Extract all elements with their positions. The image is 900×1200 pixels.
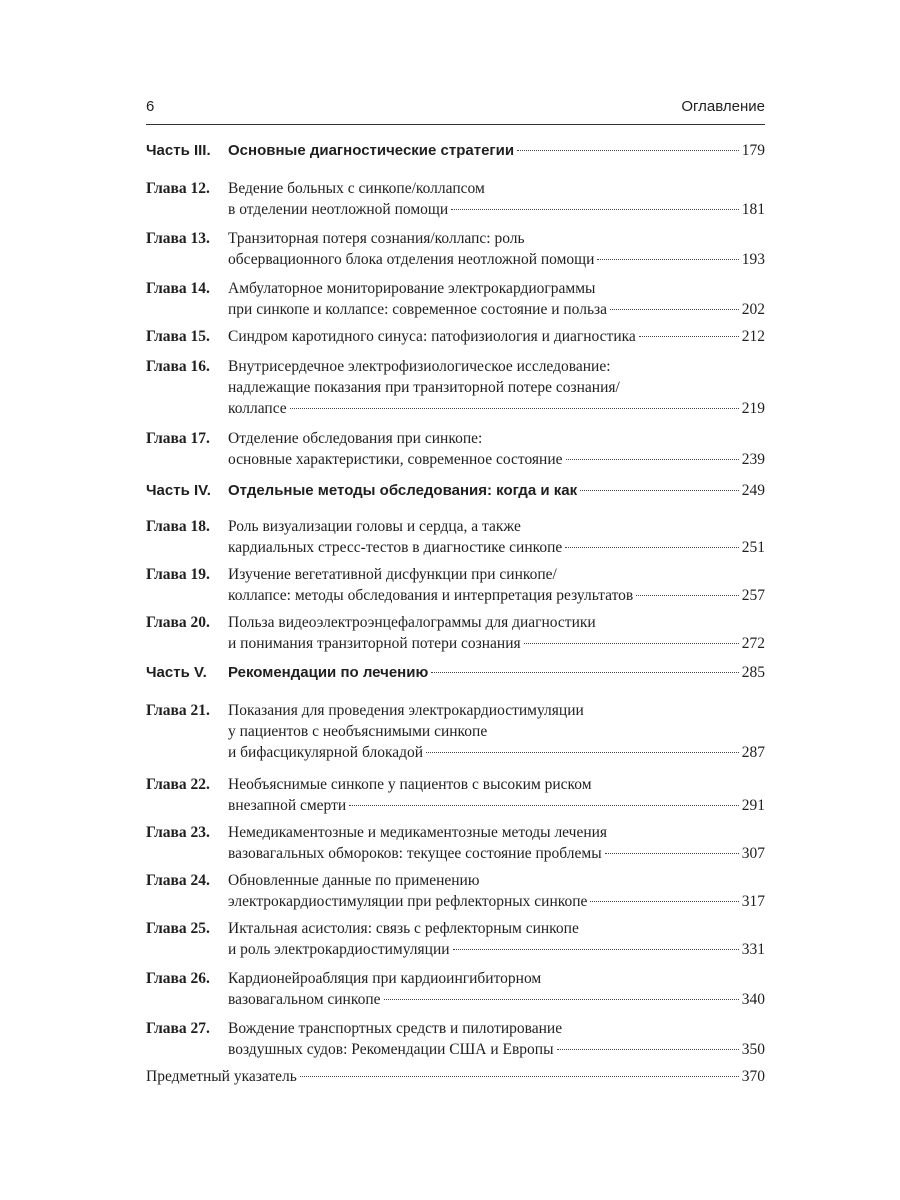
- toc-title-line: Внутрисердечное электрофизиологическое исследование:: [228, 358, 611, 375]
- toc-page-number: 179: [741, 142, 765, 159]
- dot-leader: [566, 459, 739, 460]
- toc-title-line: Синдром каротидного синуса: патофизиология и диагностика: [228, 328, 636, 345]
- toc-page-number: 251: [741, 539, 765, 556]
- toc-entry-title: [228, 1018, 765, 1060]
- toc-entry-title: [228, 278, 765, 320]
- toc-title-line: Иктальная асистолия: связь с рефлекторным синкопе: [228, 920, 579, 937]
- toc-title-line: основные характеристики, современное состояние: [228, 451, 563, 468]
- header-rule: [146, 124, 765, 125]
- dot-leader: [349, 805, 739, 806]
- toc-title-line: электрокардиостимуляции при рефлекторных синкопе: [228, 893, 588, 910]
- running-header: [146, 94, 765, 120]
- dot-leader: [605, 853, 739, 854]
- dot-leader: [580, 490, 739, 491]
- section-title: Оглавление: [681, 98, 765, 115]
- toc-entry-title: [228, 228, 765, 270]
- toc-part[interactable]: [146, 140, 765, 161]
- toc-entry-title: [228, 326, 765, 347]
- toc-entry-label: Глава 25.: [146, 920, 210, 937]
- toc-entry-label: Часть V.: [146, 664, 207, 681]
- toc-entry-label: Глава 14.: [146, 280, 210, 297]
- dot-leader: [597, 259, 738, 260]
- toc-chapter[interactable]: [146, 516, 765, 558]
- toc-entry-label: Глава 17.: [146, 430, 210, 447]
- toc-title-line: Показания для проведения электрокардиостимуляции: [228, 702, 584, 719]
- toc-entry-title: [228, 774, 765, 816]
- page-number: 6: [146, 98, 155, 115]
- toc-entry-label: Глава 16.: [146, 358, 210, 375]
- toc-page-number: 350: [741, 1041, 765, 1058]
- toc-title-line: Транзиторная потеря сознания/коллапс: роль: [228, 230, 525, 247]
- toc-title-line: Отдельные методы обследования: когда и как: [228, 482, 578, 499]
- dot-leader: [557, 1049, 739, 1050]
- toc-page-number: 340: [741, 991, 765, 1008]
- toc-title-line: у пациентов с необъяснимыми синкопе: [228, 723, 488, 740]
- toc-title-line: Предметный указатель: [146, 1068, 297, 1085]
- toc-part[interactable]: [146, 480, 765, 501]
- toc-title-line: внезапной смерти: [228, 797, 347, 814]
- toc-page-number: 331: [741, 941, 765, 958]
- toc-entry-title: [228, 968, 765, 1010]
- toc-page-number: 307: [741, 845, 765, 862]
- dot-leader: [300, 1076, 739, 1077]
- toc-entry-title: [228, 822, 765, 864]
- toc-title-line: при синкопе и коллапсе: современное состояние и польза: [228, 301, 608, 318]
- toc-chapter[interactable]: [146, 774, 765, 816]
- toc-chapter[interactable]: [146, 968, 765, 1010]
- toc-title-line: надлежащие показания при транзиторной потере сознания/: [228, 379, 620, 396]
- toc-entry-title: [228, 356, 765, 419]
- toc-entry-title: [228, 612, 765, 654]
- toc-chapter[interactable]: [146, 612, 765, 654]
- toc-title-line: Необъяснимые синкопе у пациентов с высоким риском: [228, 776, 592, 793]
- toc-title-line: в отделении неотложной помощи: [228, 201, 449, 218]
- toc-chapter[interactable]: [146, 700, 765, 763]
- toc-title-line: коллапсе: методы обследования и интерпретация результатов: [228, 587, 634, 604]
- toc-chapter[interactable]: [146, 326, 765, 347]
- toc-title-line: Немедикаментозные и медикаментозные методы лечения: [228, 824, 608, 841]
- toc-title-line: вазовагальных обмороков: текущее состояние проблемы: [228, 845, 602, 862]
- toc-page-number: 181: [741, 201, 765, 218]
- toc-entry-title: [228, 918, 765, 960]
- dot-leader: [426, 752, 739, 753]
- toc-entry-label: Глава 23.: [146, 824, 210, 841]
- toc-chapter[interactable]: [146, 428, 765, 470]
- toc-entry-label: Часть IV.: [146, 482, 211, 499]
- toc-title-line: Польза видеоэлектроэнцефалограммы для диагностики: [228, 614, 596, 631]
- toc-chapter[interactable]: [146, 1018, 765, 1060]
- toc-page-number: 287: [741, 744, 765, 761]
- dot-leader: [565, 547, 738, 548]
- toc-title-line: Роль визуализации головы и сердца, а также: [228, 518, 521, 535]
- toc-entry-title: [228, 480, 765, 501]
- toc-title-line: Основные диагностические стратегии: [228, 142, 515, 159]
- toc-entry-label: Глава 13.: [146, 230, 210, 247]
- toc-title-line: Амбулаторное мониторирование электрокардиограммы: [228, 280, 596, 297]
- toc-entry-label: Глава 15.: [146, 328, 210, 345]
- dot-leader: [524, 643, 739, 644]
- toc-entry-label: Глава 24.: [146, 872, 210, 889]
- toc-entry-title: [228, 140, 765, 161]
- toc-part[interactable]: [146, 662, 765, 683]
- dot-leader: [451, 209, 739, 210]
- toc-page-number: 272: [741, 635, 765, 652]
- toc-entry-title: [228, 428, 765, 470]
- toc-title-line: Рекомендации по лечению: [228, 664, 429, 681]
- toc-index[interactable]: [146, 1066, 765, 1087]
- toc-title-line: и понимания транзиторной потери сознания: [228, 635, 521, 652]
- toc-title-line: кардиальных стресс-тестов в диагностике синкопе: [228, 539, 563, 556]
- toc-entry-label: Глава 26.: [146, 970, 210, 987]
- toc-entry-title: [228, 662, 765, 683]
- toc-entry-title: [228, 178, 765, 220]
- toc-page-number: 317: [741, 893, 765, 910]
- toc-chapter[interactable]: [146, 178, 765, 220]
- toc-chapter[interactable]: [146, 822, 765, 864]
- toc-title-line: обсервационного блока отделения неотложной помощи: [228, 251, 595, 268]
- toc-page-number: 212: [741, 328, 765, 345]
- toc-title-line: Отделение обследования при синкопе:: [228, 430, 483, 447]
- toc-title-line: и бифасцикулярной блокадой: [228, 744, 424, 761]
- toc-page-number: 291: [741, 797, 765, 814]
- toc-entry-title: [228, 516, 765, 558]
- toc-page-number: 285: [741, 664, 765, 681]
- dot-leader: [636, 595, 739, 596]
- dot-leader: [384, 999, 739, 1000]
- toc-chapter[interactable]: [146, 228, 765, 270]
- dot-leader: [610, 309, 739, 310]
- dot-leader: [431, 672, 738, 673]
- dot-leader: [517, 150, 739, 151]
- toc-title-line: коллапсе: [228, 400, 287, 417]
- toc-entry-label: Глава 12.: [146, 180, 210, 197]
- toc-entry-title: [146, 1066, 765, 1087]
- toc-entry-label: Глава 19.: [146, 566, 210, 583]
- toc-page-number: 193: [741, 251, 765, 268]
- toc-title-line: Ведение больных с синкопе/коллапсом: [228, 180, 485, 197]
- toc-title-line: воздушных судов: Рекомендации США и Европы: [228, 1041, 554, 1058]
- toc-page-number: 239: [741, 451, 765, 468]
- toc-entry-label: Глава 27.: [146, 1020, 210, 1037]
- toc-chapter[interactable]: [146, 564, 765, 606]
- toc-title-line: Кардионейроабляция при кардиоингибиторном: [228, 970, 542, 987]
- toc-entry-label: Глава 18.: [146, 518, 210, 535]
- toc-title-line: Обновленные данные по применению: [228, 872, 480, 889]
- toc-chapter[interactable]: [146, 356, 765, 419]
- toc-entry-label: Глава 22.: [146, 776, 210, 793]
- toc-entry-title: [228, 564, 765, 606]
- toc-chapter[interactable]: [146, 278, 765, 320]
- toc-page-number: 370: [741, 1068, 765, 1085]
- toc-page-number: 257: [741, 587, 765, 604]
- toc-chapter[interactable]: [146, 870, 765, 912]
- toc-entry-title: [228, 700, 765, 763]
- toc-chapter[interactable]: [146, 918, 765, 960]
- toc-title-line: и роль электрокардиостимуляции: [228, 941, 450, 958]
- toc-title-line: Вождение транспортных средств и пилотирование: [228, 1020, 563, 1037]
- toc-page-number: 219: [741, 400, 765, 417]
- toc-entry-label: Часть III.: [146, 142, 211, 159]
- toc-page-number: 202: [741, 301, 765, 318]
- toc-page-number: 249: [741, 482, 765, 499]
- dot-leader: [453, 949, 739, 950]
- toc-entry-label: Глава 20.: [146, 614, 210, 631]
- toc-title-line: вазовагальном синкопе: [228, 991, 381, 1008]
- toc-entry-title: [228, 870, 765, 912]
- dot-leader: [590, 901, 738, 902]
- dot-leader: [290, 408, 739, 409]
- toc-entry-label: Глава 21.: [146, 702, 210, 719]
- dot-leader: [639, 336, 739, 337]
- toc-title-line: Изучение вегетативной дисфункции при синкопе/: [228, 566, 557, 583]
